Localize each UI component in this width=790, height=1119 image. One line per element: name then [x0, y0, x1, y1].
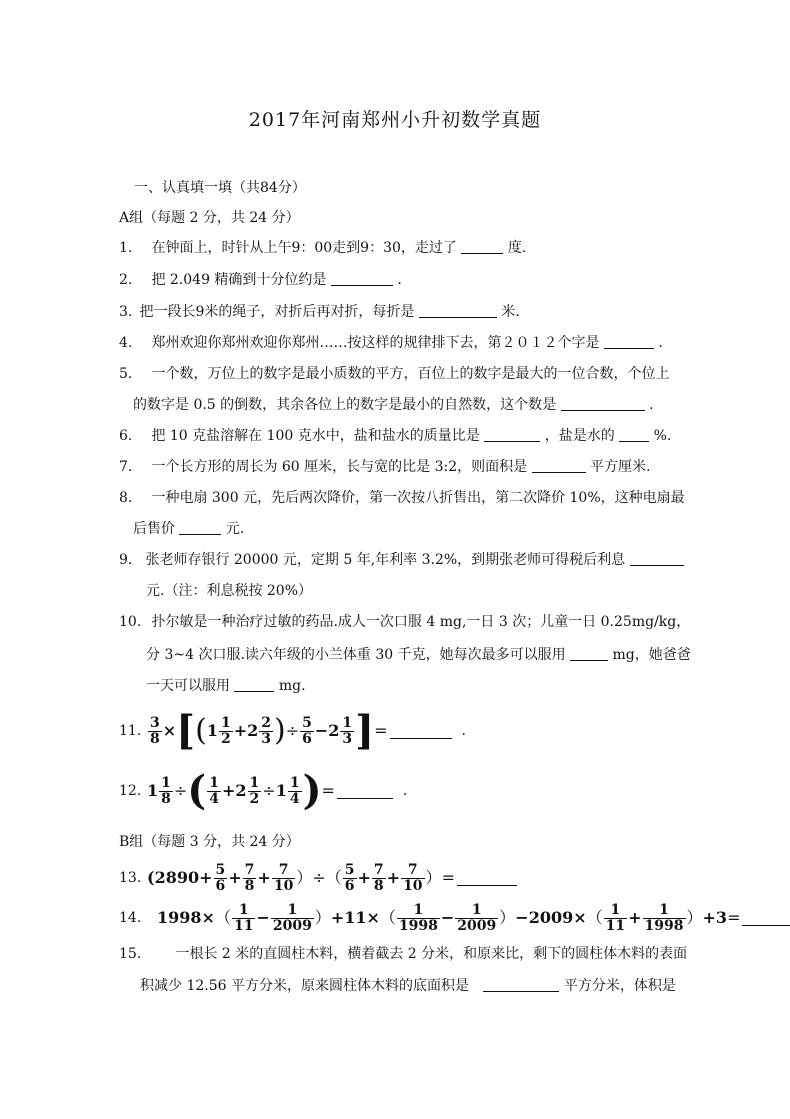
paren-left: （	[214, 908, 231, 927]
number: 2890	[154, 868, 200, 887]
times-sign: ×	[573, 908, 587, 927]
fraction: $\frac{1}{4}$	[289, 774, 300, 807]
paren-right: )	[274, 713, 286, 748]
question-9	[119, 550, 684, 570]
expression-14	[157, 903, 740, 934]
question-5-cont	[133, 395, 654, 415]
paren-right: ）	[314, 908, 331, 927]
period: .	[461, 723, 466, 739]
question-15-cont	[140, 976, 676, 996]
question-text-end: 度.	[507, 240, 527, 256]
question-text-end: 元.	[225, 521, 245, 537]
question-text-mid: ，盐是水的	[544, 428, 615, 444]
question-9-cont	[146, 581, 312, 601]
group-b-heading: B组（每题 3 分，共 24 分）	[119, 834, 300, 850]
question-4	[119, 333, 663, 353]
equals-sign: =	[727, 908, 741, 927]
answer-blank[interactable]	[331, 271, 393, 286]
fraction: $\frac{1}{4}$	[209, 774, 219, 807]
fraction	[148, 716, 162, 747]
paren-left: （	[379, 908, 396, 927]
whole: 2	[235, 781, 247, 800]
minus-sign: −	[515, 908, 529, 927]
answer-blank[interactable]	[604, 334, 654, 349]
question-text: 后售价	[133, 521, 175, 537]
answer-blank-2[interactable]	[234, 677, 274, 692]
whole: 1	[147, 781, 159, 800]
question-text: 元.（注：利息税按 20%）	[146, 583, 313, 599]
question-text: 分 3~4 次口服.读六年级的小兰体重 30 千克，她每次最多可以服用	[146, 647, 571, 663]
question-10-cont	[146, 645, 691, 665]
question-number: 3.	[119, 304, 133, 320]
plus-sign: +	[330, 908, 345, 927]
plus-sign: +	[357, 868, 371, 887]
number: 2009	[528, 908, 574, 927]
question-text: 张老师存银行 20000 元，定期 5 年,年利率 3.2%，到期张老师可得税后利息	[145, 552, 626, 568]
question-15	[119, 944, 687, 964]
divide-sign: ÷	[173, 781, 188, 800]
question-text: 在钟面上，时针从上午9：00走到9：30，走过了	[151, 240, 457, 256]
question-text-end: 米.	[501, 304, 520, 320]
answer-blank[interactable]	[532, 458, 586, 473]
fraction: $\frac{5}{6}$	[302, 714, 312, 747]
question-number: 14.	[119, 910, 142, 926]
question-text-mid: mg，她爸爸	[612, 647, 691, 663]
fraction: $\frac{1}{1998}$	[644, 901, 684, 934]
minus-sign: −	[314, 721, 329, 740]
bracket-left: [	[176, 707, 196, 754]
fraction: $\frac{1}{2009}$	[272, 901, 312, 934]
question-13	[119, 858, 517, 898]
paren-right: )	[302, 767, 322, 814]
question-number: 1.	[119, 240, 133, 256]
question-number: 13.	[119, 870, 142, 886]
question-3	[119, 302, 520, 322]
question-1	[119, 238, 526, 258]
expression-11	[147, 707, 388, 754]
minus-sign: −	[256, 908, 270, 927]
question-10-cont-2	[146, 676, 306, 696]
question-number: 15.	[119, 946, 142, 962]
answer-blank[interactable]	[570, 646, 608, 661]
paren-right: ）	[425, 868, 442, 887]
section-heading: 一、认真填一填（共84分）	[134, 180, 306, 196]
fraction: $\frac{7}{8}$	[373, 861, 384, 894]
question-6	[119, 426, 671, 446]
fraction: $\frac{7}{10}$	[403, 861, 423, 894]
equals-sign: =	[374, 721, 388, 740]
question-10	[119, 612, 690, 632]
plus-sign: +	[257, 868, 271, 887]
paren-right: ）	[499, 908, 516, 927]
question-text-end: 平方分米，体积是	[563, 978, 676, 994]
question-8-cont	[133, 519, 244, 539]
whole: 1	[206, 721, 218, 740]
question-text: 一天可以服用	[146, 678, 235, 694]
question-number: 5.	[119, 366, 133, 382]
question-number: 7.	[119, 459, 133, 475]
question-number: 8.	[119, 490, 133, 506]
question-11	[119, 708, 466, 754]
fraction: $\frac{1}{11}$	[605, 901, 626, 934]
question-5	[119, 364, 669, 384]
question-number: 12.	[119, 783, 142, 799]
fraction: $\frac{5}{6}$	[215, 861, 226, 894]
paren-right: ）	[686, 908, 703, 927]
question-text-end: 平方厘米.	[590, 459, 651, 475]
question-number: 11.	[119, 723, 142, 739]
paren-left: (	[195, 713, 207, 748]
answer-blank[interactable]	[390, 724, 452, 739]
answer-blank[interactable]	[561, 396, 645, 411]
expression-13	[147, 863, 455, 894]
question-text-end: .	[658, 335, 663, 351]
fraction: $\frac{5}{6}$	[344, 861, 355, 894]
fraction: $\frac{1}{3}$	[342, 714, 353, 747]
question-text: 把 10 克盐溶解在 100 克水中，盐和盐水的质量比是	[151, 428, 480, 444]
paren-left: （	[325, 868, 342, 887]
question-text: 郑州欢迎你郑州欢迎你郑州……按这样的规律排下去，第２０１２个字是	[151, 335, 600, 351]
answer-blank[interactable]	[179, 520, 221, 535]
fraction: $\frac{1}{11}$	[233, 901, 254, 934]
times-sign: ×	[366, 908, 380, 927]
equals-sign: =	[321, 781, 335, 800]
plus-sign: +	[702, 908, 716, 927]
whole: 2	[328, 721, 340, 740]
question-number: 10.	[119, 614, 142, 630]
question-text-end: .	[649, 397, 654, 413]
question-number: 6.	[119, 428, 133, 444]
answer-blank[interactable]	[630, 551, 684, 566]
answer-blank[interactable]	[483, 977, 559, 992]
question-12	[119, 768, 407, 814]
fraction: $\frac{1}{1998}$	[398, 901, 438, 934]
question-7	[119, 457, 651, 477]
question-number: 9．	[119, 552, 142, 568]
divide-sign: ÷	[262, 781, 276, 800]
question-2	[119, 270, 402, 290]
paren-right: ）	[296, 868, 313, 887]
plus-sign: +	[199, 868, 213, 887]
divide-sign: ÷	[285, 721, 300, 740]
times-sign: ×	[201, 908, 215, 927]
fraction: $\frac{1}{2}$	[220, 714, 231, 747]
period: .	[402, 783, 408, 799]
bracket-right: ]	[355, 707, 375, 754]
question-number: 4.	[119, 335, 133, 351]
question-text-end: .	[397, 272, 402, 288]
question-text: 一个数，万位上的数字是最小质数的平方，百位上的数字是最大的一位合数，个位上	[151, 366, 670, 382]
denominator: 8	[150, 730, 160, 747]
question-8	[119, 488, 685, 508]
expression-12	[147, 767, 335, 814]
answer-blank[interactable]	[742, 911, 790, 926]
question-text: 一根长 2 米的直圆柱木料，横着截去 2 分米，和原来比，剩下的圆柱体木料的表面	[175, 946, 688, 962]
fraction: $\frac{2}{3}$	[261, 714, 271, 747]
fraction: $\frac{1}{2009}$	[457, 901, 497, 934]
fraction: $\frac{1}{8}$	[161, 774, 171, 807]
fraction: $\frac{7}{10}$	[273, 861, 294, 894]
fraction: $\frac{7}{8}$	[244, 861, 255, 894]
paren-left: (	[147, 868, 155, 887]
question-text: 扑尔敏是一种治疗过敏的药品.成人一次口服 4 mg,一日 3 次；儿童一日 0.25mg/kg，	[151, 614, 691, 630]
number: 1998	[157, 908, 202, 927]
plus-sign: +	[221, 781, 236, 800]
plus-sign: +	[386, 868, 401, 887]
minus-sign: −	[440, 908, 455, 927]
question-text-end: %.	[653, 428, 672, 444]
question-14	[119, 898, 790, 938]
question-number: 2.	[119, 272, 133, 288]
answer-blank[interactable]	[484, 427, 540, 442]
answer-blank-2[interactable]	[619, 427, 649, 442]
question-text: 把一段长9米的绳子，对折后再对折，每折是	[139, 304, 415, 320]
question-text: 把 2.049 精确到十分位约是	[151, 272, 327, 288]
divide-sign: ÷	[312, 868, 326, 887]
paren-left: （	[586, 908, 603, 927]
answer-blank[interactable]	[457, 871, 517, 886]
numerator: 3	[150, 714, 160, 731]
number: 3	[715, 908, 728, 927]
answer-blank[interactable]	[419, 303, 497, 318]
question-text: 一种电扇 300 元，先后两次降价，第一次按八折售出，第二次降价 10%，这种电扇最	[151, 490, 685, 506]
question-text: 积减少 12.56 平方分米，原来圆柱体木料的底面积是	[140, 978, 469, 994]
equals-sign: =	[441, 868, 455, 887]
plus-sign: +	[228, 868, 242, 887]
plus-sign: +	[233, 721, 248, 740]
whole: 1	[275, 781, 287, 800]
question-text: 的数字是 0.5 的倒数，其余各位上的数字是最小的自然数，这个数是	[133, 397, 557, 413]
fraction: $\frac{1}{2}$	[249, 774, 260, 807]
page-title: 2017年河南郑州小升初数学真题	[248, 109, 542, 131]
times-sign: ×	[162, 721, 177, 740]
whole: 2	[247, 721, 259, 740]
answer-blank[interactable]	[337, 784, 393, 799]
question-text: 一个长方形的周长为 60 厘米，长与宽的比是 3:2，则面积是	[151, 459, 528, 475]
group-a-heading: A组（每题 2 分，共 24 分）	[119, 210, 300, 226]
plus-sign: +	[628, 908, 642, 927]
answer-blank[interactable]	[461, 239, 503, 254]
question-text-end: mg.	[278, 678, 306, 694]
number: 11	[344, 908, 367, 927]
paren-left: (	[187, 767, 207, 814]
